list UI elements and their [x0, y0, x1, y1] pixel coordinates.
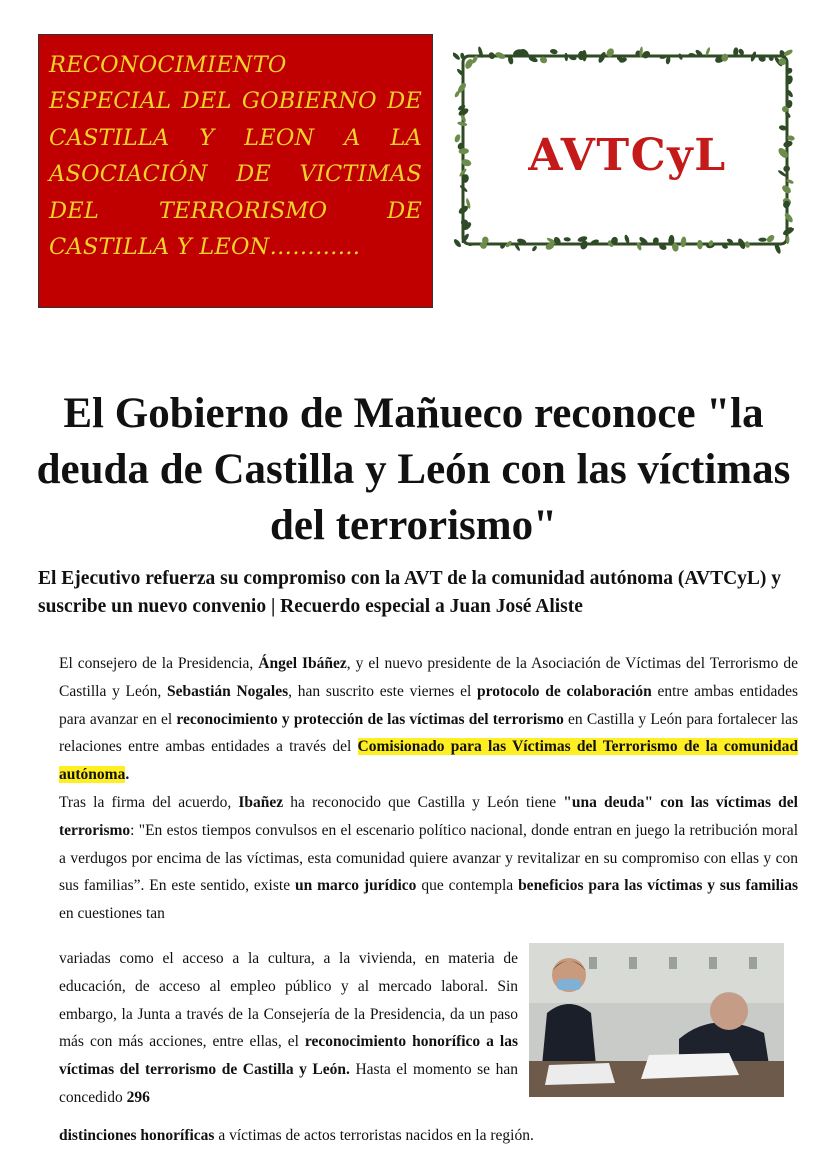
- bold-run: "una deuda" con las víctimas del terrorismo: [59, 793, 798, 839]
- text-run: Hasta el momento se han concedido: [59, 1061, 518, 1106]
- signing-photo: [529, 943, 784, 1097]
- text-run: ha reconocido que Castilla y León tiene: [283, 793, 564, 811]
- bold-run: 296: [126, 1088, 150, 1106]
- text-run: , y el nuevo presidente de la Asociación de Víctimas del Terrorismo de Castilla y León,: [59, 655, 798, 700]
- bold-run: distinciones honoríficas: [59, 1127, 215, 1144]
- text-run: Tras la firma del acuerdo,: [59, 793, 239, 811]
- text-run: El consejero de la Presidencia,: [59, 655, 259, 672]
- bold-run: reconocimiento honorífico a las víctimas del terrorismo de Castilla y León.: [59, 1033, 518, 1079]
- leaf-icon: [531, 245, 538, 252]
- text-run: variadas como el acceso a la cultura, a la vivienda, en materia de educación, de acceso al empleo público y al mercado laboral. Sin embargo, la Junta a través de la Consejería de la Presidencia, da un paso más con más acciones, entre ellas, el: [59, 950, 518, 1051]
- bold-run: .: [125, 766, 130, 784]
- bold-run: un marco jurídico: [294, 877, 417, 895]
- text-run: a víctimas de actos terroristas nacidos en la región.: [214, 1127, 534, 1144]
- leaf-icon: [453, 238, 462, 248]
- leaf-icon: [765, 234, 775, 244]
- logo-box: [498, 113, 757, 197]
- leaf-icon: [680, 236, 687, 247]
- leaf-icon: [783, 212, 794, 224]
- leaf-icon: [758, 238, 766, 242]
- text-run: en cuestiones tan: [59, 905, 165, 923]
- headline: El Gobierno de Mañueco reconoce "la deuda de Castilla y León con las víctimas del terrorismo": [36, 390, 791, 549]
- leaf-icon: [624, 234, 631, 244]
- banner-box: [38, 34, 433, 308]
- bold-run: Ángel Ibáñez: [258, 655, 347, 672]
- text-run: en Castilla y León para fortalecer las relaciones entre ambas entidades a través del: [59, 710, 798, 756]
- logo-text: AVTCyL: [528, 129, 727, 181]
- leaf-icon: [564, 53, 568, 62]
- text-run: , han suscrito este viernes el: [288, 682, 477, 700]
- text-run: : "En estos tiempos convulsos en el escenario político nacional, donde entran en juego la retribución moral a verdugos por encima de las víctimas, esta comunidad quiere avanzar y revitalizar en su compromiso con ellas y con sus familias”. En este sentido, existe: [59, 821, 798, 895]
- leaf-icon: [494, 51, 506, 60]
- paragraph-2: [59, 789, 798, 928]
- text-run: entre ambas entidades para avanzar en el: [59, 682, 799, 728]
- bold-run: beneficios para las víctimas y sus familias: [518, 877, 798, 895]
- banner-line-rest: ESPECIAL DEL GOBIERNO DE CASTILLA Y LEON A LA ASOCIACIÓN DE VICTIMAS DEL TERRORISMO DE CASTILLA Y LEON…………: [49, 88, 422, 261]
- subtitle: El Ejecutivo refuerza su compromiso con la AVT de la comunidad autónoma (AVTCyL) y suscribe un nuevo convenio | Recuerdo especial a Juan José Aliste: [38, 568, 782, 617]
- leaf-icon: [487, 51, 496, 60]
- leaf-icon: [563, 237, 570, 242]
- paragraph-3: [59, 945, 518, 1112]
- leaf-icon: [783, 140, 794, 149]
- leaf-icon: [582, 50, 587, 61]
- text-run: que contempla: [416, 877, 519, 895]
- leaf-icon: [453, 51, 461, 61]
- leaf-icon: [454, 134, 462, 144]
- leaf-icon: [550, 48, 558, 54]
- leaf-icon: [782, 164, 791, 173]
- bold-run: Ibañez: [238, 793, 284, 811]
- article-body: [59, 650, 798, 928]
- banner-line-1: RECONOCIMIENTO: [49, 52, 287, 78]
- bold-run: protocolo de colaboración: [476, 682, 652, 700]
- paragraph-1: [59, 650, 798, 789]
- banner-text: [49, 47, 422, 265]
- bold-run: Sebastián Nogales: [167, 682, 289, 700]
- paragraph-3-end: [59, 1122, 798, 1150]
- bold-run: reconocimiento y protección de las víctimas del terrorismo: [176, 710, 564, 728]
- highlighted-run: Comisionado para las Víctimas del Terrorismo de la comunidad autónoma: [59, 738, 798, 784]
- leaf-icon: [697, 240, 703, 250]
